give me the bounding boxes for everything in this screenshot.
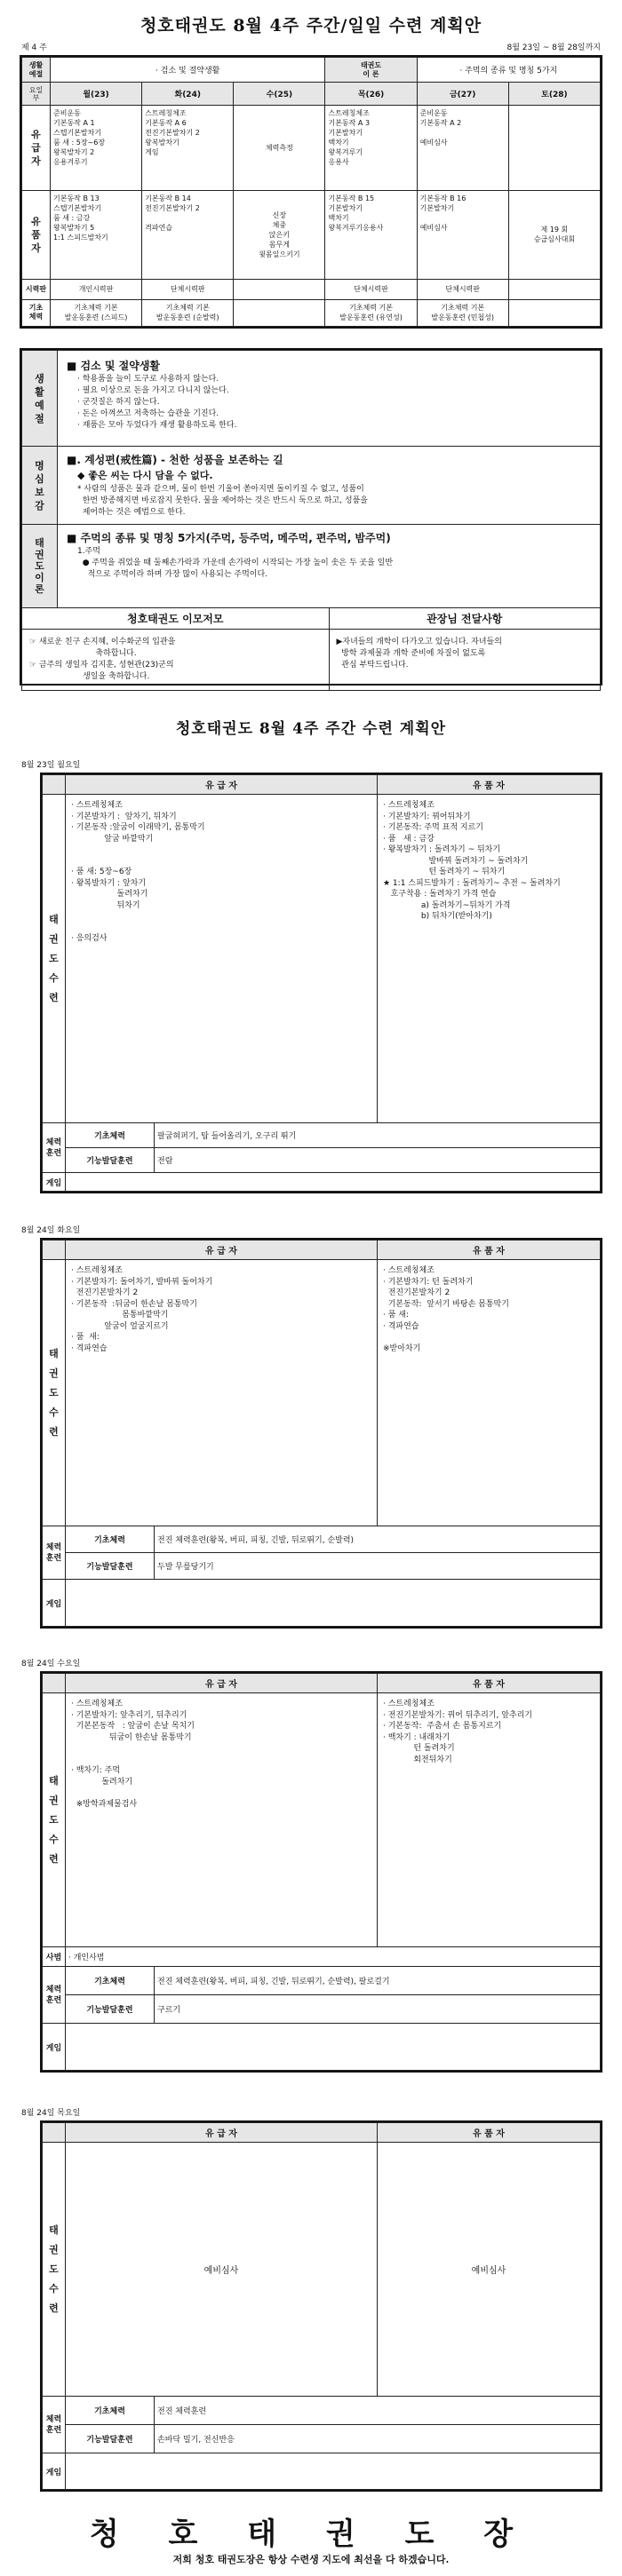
text-line [71,1755,371,1766]
ability-cell: 단체시력판 [417,279,508,299]
text-line: 기초체력 기본 [441,304,485,313]
plan-day-table [40,1238,602,1629]
mind-heading: ■. 계성편(戒性篇) - 천한 성품을 보존하는 길 [67,454,283,466]
fitness-a: 팔굽혀퍼기, 탑 들어올리기, 오구리 뛰기 [155,1123,601,1148]
right-plan [378,1260,601,1526]
text-line: 기본동작 B 14 [145,194,191,202]
text-line: · 군것질은 하지 않는다. [77,398,160,407]
col-right-header: 유 품 자 [378,1674,601,1693]
game-label: 게임 [43,2024,66,2071]
text-line: · 기본동작: 주춤서 손 몸통지르기 [383,1722,502,1731]
eval-label: 사범 [43,1947,66,1967]
text-line: 전진기본발차기 2 [383,1288,451,1297]
text-line: 몸통바깥막기 [71,1311,169,1320]
ability-cell: 개인시력판 [51,279,142,299]
text-line: 기본발차기 [328,129,363,138]
text-line: · 왕복발차기 : 돌려차기 ~ 뒤차기 [383,845,501,854]
table-row [22,279,601,299]
table-row [22,190,601,279]
left-plan [66,795,378,1123]
text-line: 발운동훈련 (스피드) [64,313,128,322]
text-line: 1:1 스피드발차기 [53,233,108,242]
text-line: 기초체력 기본 [165,304,210,313]
col-left-header: 유 급 자 [66,1674,378,1693]
text-line: 발바꿔 돌려차기 ~ 돌려차기 [383,856,529,866]
table-row [22,106,601,191]
main-label: 태 권 도 수 련 [43,1260,66,1526]
yoil-label: 요일 부 [22,83,51,106]
text-line: · 기본동작 :뒤굽이 한손날 몸통막기 [71,1299,197,1309]
theory-heading: ■ 주먹의 종류 및 명칭 5가지(주먹, 등주먹, 메주먹, 편주먹, 밤주먹) [67,532,391,544]
ability-cell: 단체시력판 [142,279,234,299]
right-plan [378,1693,601,1947]
week-number: 제 4 주 [21,44,47,52]
text-line: 기본발차기 [419,203,455,212]
plan-day-date: 8월 24일 화요일 [21,1226,81,1235]
text-line: 적으로 주먹이라 하며 가장 많이 사용되는 주먹이다. [77,570,268,579]
right-plan [378,795,601,1123]
text-line: 제 19 회 [540,226,569,234]
schedule-cell [508,106,600,191]
fitness-row-b: 기능발달훈련 [66,1148,155,1173]
text-line: 전진기본발차기 2 [145,129,200,138]
text-line: 회전뒤차기 [383,1755,452,1764]
text-line: · 기본발차기: 턴 돌려차기 [383,1277,474,1287]
text-line: · 품 새: 5장~6장 [71,868,132,876]
text-line: 호구착용 : 돌려차기 가격 연습 [383,890,497,899]
text-line: 돌려차기 [71,890,148,899]
life-heading: ■ 검소 및 절약생활 [67,360,161,372]
text-line: · 왕복발차기 : 앞차기 [71,878,147,888]
text-line: ▶자녀들의 개학이 다가오고 있습니다. 자녀들의 [336,638,502,646]
text-line: · 기본발차기 : 앞차기, 뒤차기 [71,812,177,821]
text-line: 체중 [272,220,287,229]
text-line: 발운동훈련 (유연성) [339,313,403,322]
text-line: · 스트레칭체조 [71,1266,123,1275]
plan-title: 청호태권도 8월 4주 주간 수련 계획안 [175,720,447,738]
text-line: 앉은키 [268,230,290,239]
col-right-header: 유 품 자 [378,2123,601,2143]
section-label-mind: 명 심 보 감 [22,447,58,525]
col-right-header: 유 품 자 [378,775,601,795]
day-header: 목(26) [325,83,417,106]
text-line: 체력측정 [265,144,293,153]
ability-label: 시력판 [22,279,51,299]
footer-name: 청 호 태 권 도 장 [89,2517,533,2552]
footer-slogan: 저희 청호 태권도장은 항상 수련생 지도에 최선을 다 하겠습니다. [172,2554,450,2565]
text-line: · 학용품을 늘이 도구로 사용하지 않는다. [77,375,219,384]
col-right-header: 유 품 자 [378,1240,601,1260]
text-line: 왕복겨루기 [328,148,363,157]
text-line: a) 돌려차기~뒤차기 가격 [383,900,511,910]
notice-left-lines [29,637,322,683]
text-line: 전진기본발차기 2 [145,203,200,212]
text-line: 뒤차기 [71,900,140,910]
fitness-label: 체력 훈련 [43,1123,66,1173]
plan-day-table [40,1671,602,2073]
text-line: 신장 [272,210,287,219]
left-plan [66,1693,378,1947]
text-line: · 스트레칭체조 [71,801,123,810]
game-label: 게임 [43,1580,66,1627]
text-line: 방학 과제물과 개학 준비에 차질이 없도록 [336,649,486,658]
day-header: 월(23) [51,83,142,106]
education-sections [20,348,602,686]
fitness-row-a: 기초체력 [66,1526,155,1553]
life-text: · 검소 및 절약생활 [51,58,325,83]
main-label: 태 권 도 수 련 [43,1693,66,1947]
text-line: 한번 방종해지면 바로잡지 못한다. 물을 제어하는 것은 반드시 둑으로 하고, 성품을 [77,496,368,505]
text-line: · 백차기 : 내래차기 [383,1732,451,1742]
text-line: 격파연습 [145,223,173,232]
text-line: * 사람의 성품은 물과 같으며, 물이 한번 기울어 쏟아지면 돌이키질 수 없고, 성품이 [77,485,364,494]
fitness-label: 체력 훈련 [43,1526,66,1580]
text-line: · 기본동작 :앞굽이 이래막기, 몸통막기 [71,823,205,832]
table-row [22,299,601,326]
text-line: 전진기본발차기 2 [71,1288,139,1297]
life-section [58,351,601,447]
text-line: 기본동작 B 16 [419,194,466,202]
text-line [383,1332,594,1343]
fitness-cell [417,299,508,326]
text-line: 게임 [145,148,159,157]
text-line: 몸무게 [268,240,290,249]
fitness-cell [325,299,417,326]
text-line [71,923,371,934]
col-left-header: 유 급 자 [66,775,378,795]
theory-text: · 주먹의 종류 및 명칭 5가지 [417,58,600,83]
schedule-cell [142,190,234,279]
left-plan: 예비심사 [66,2143,378,2397]
notice-left [22,630,330,691]
text-line: · 스트레칭체조 [71,1700,123,1708]
text-line: 턴 돌려차기 [383,1744,455,1753]
text-line [420,128,506,138]
schedule-cell [325,106,417,191]
text-line: 턴 돌려차기 ~ 뒤차기 [383,868,506,876]
text-line: · 품 새 : 금강 [383,834,435,844]
schedule-cell [234,190,325,279]
fitness-cell [508,299,600,326]
game-label: 게임 [43,1173,66,1192]
text-line: 기본동작 A 6 [145,119,187,128]
fitness-b: 두발 무릎당기기 [155,1553,601,1580]
text-line: 제어하는 것은 예법으로 한다. [77,508,186,517]
text-line: 백차기 [328,139,349,147]
fitness-a: 전진 체력훈련(왕복, 버피, 피칭, 긴발, 뒤로뛰기, 순발력) [155,1526,601,1553]
text-line: · 기본발차기: 앞추리기, 뒤추리기 [71,1710,187,1720]
plan-day-table [40,2120,602,2492]
fitness-row-b: 기능발달훈련 [66,2425,155,2453]
text-line: 축하합니다. [29,649,137,658]
text-line: 생일을 축하합니다. [29,672,150,681]
game-label: 게임 [43,2453,66,2490]
fitness-row-a: 기초체력 [66,1967,155,1995]
day-header: 화(24) [142,83,234,106]
text-line: 기본동작 A 2 [419,119,462,128]
text-line: ☞ 새로운 친구 손지혜, 이수화군의 입관을 [29,638,176,646]
text-line: · 기본동작: 주먹 표적 지르기 [383,823,483,832]
page-title: 청호태권도 8월 4주 주간/일일 수련 계획안 [140,16,482,36]
fitness-a: 전진 체력훈련 [155,2397,601,2425]
plan-day-table [40,773,602,1193]
text-line: · 필요 이상으로 돈을 가지고 다니지 않는다. [77,386,229,395]
text-line [71,856,371,868]
text-line: 품 새 : 5장~6장 [53,139,106,147]
weekly-schedule-table [20,55,602,329]
text-line: 준비운동 [419,109,448,118]
text-line: 준비운동 [53,109,81,118]
fitness-label: 체력 훈련 [43,1967,66,2024]
text-line: 기본동작: 앞서기 바탕손 몸통막기 [383,1299,509,1309]
ability-cell [508,279,600,299]
text-line: 백차기 [328,213,349,222]
fitness-b: 전람 [155,1148,601,1173]
mind-subheading: ◆ 좋은 씨는 다시 담을 수 없다. [77,470,213,481]
life-lines [67,374,591,432]
text-line: 왕복겨루기응용사 [328,223,384,232]
game-cell [66,2453,601,2490]
text-line [420,213,506,223]
text-line: ● 주먹을 쥐었을 때 둘째손가락과 가운데 손가락이 시작되는 가장 높이 솟은 두 곳을 일반 [77,559,394,567]
text-line: · 스트레칭체조 [383,1266,435,1275]
fitness-b: 손바닥 밀기, 전신반응 [155,2425,601,2453]
mind-lines [67,484,591,519]
text-line: 응용사 [328,158,349,167]
text-line: 기본동작 A 1 [53,119,95,128]
row-label: 유 급 자 [22,106,51,191]
text-line: · 전진기본발차기: 꿔어 뒤추리기, 앞추리기 [383,1710,532,1720]
text-line: 스트레칭체조 [328,109,370,118]
text-line: · 재품은 모아 두었다가 재생 활용하도록 한다. [77,421,237,430]
schedule-cell [417,106,508,191]
row-label: 유 품 자 [22,190,51,279]
text-line: 기본동작 A 3 [328,119,371,128]
right-plan: 예비심사 [378,2143,601,2397]
text-line: 스트레칭체조 [145,109,187,118]
plan-day-date: 8월 23일 월요일 [21,761,81,770]
text-line: · 품 새: [71,1333,100,1342]
text-line: · 스트레칭체조 [383,1700,435,1708]
notice-right-lines [337,637,594,671]
theory-lines [67,546,591,581]
eval-cell: · 개인사범 [66,1947,601,1967]
period: 8월 23일 ~ 8월 28일까지 [506,44,601,52]
text-line: 기본동작 B 15 [328,194,375,202]
text-line: 기본발차기 [328,203,363,212]
text-line: 발운동훈련 (민첩성) [431,313,494,322]
text-line: ※방학과제물검사 [71,1799,138,1809]
left-plan [66,1260,378,1526]
text-line: · 스트레칭체조 [383,801,435,810]
text-line: 앞굽 바깥막기 [71,834,154,844]
fitness-row-b: 기능발달훈련 [66,1553,155,1580]
text-line: 기본본동작 : 앞굽이 손날 목치기 [71,1722,195,1731]
ability-cell: 단체시력판 [325,279,417,299]
text-line: 기본동작 B 13 [53,194,100,202]
notice-left-heading: 청호태권도 이모저모 [22,608,330,630]
day-header: 금(27) [417,83,508,106]
text-line: 스텝기본발차기 [53,203,102,212]
text-line: 돌려차기 [71,1777,133,1787]
plan-day-date: 8월 24일 수요일 [21,1660,81,1668]
theory-section [58,525,601,608]
text-line: 품 새 : 금강 [53,213,91,222]
text-line: ☞ 금주의 생일자 김지훈, 성현관(23)군의 [29,661,174,670]
text-line: 기초체력 기본 [74,304,118,313]
plan-day-date: 8월 24일 목요일 [21,2109,81,2118]
main-label: 태 권 도 수 련 [43,2143,66,2397]
text-line: · 기본발차기: 꿔어뒤차기 [383,812,471,821]
game-cell [66,1580,601,1627]
text-line: 예비심사 [419,223,448,232]
day-header: 토(28) [508,83,600,106]
text-line [71,1787,371,1799]
section-label-theory: 태 권 도 이 론 [22,525,58,608]
fitness-a: 전진 체력훈련(왕복, 버피, 피칭, 긴발, 뒤로뛰기, 순발력), 팔로걸기 [155,1967,601,1995]
fitness-label: 체력 훈련 [43,2397,66,2453]
text-line: 응용겨루기 [53,158,88,167]
text-line: 윗몸일으키기 [259,250,300,258]
schedule-cell [325,190,417,279]
day-header: 수(25) [234,83,325,106]
text-line [71,911,371,923]
text-line: 예비심사 [419,139,448,147]
schedule-cell [417,190,508,279]
text-line: 왕복발차기 2 [53,148,95,157]
text-line: · 응의검사 [71,934,108,943]
fitness-cell [142,299,234,326]
schedule-cell [234,106,325,191]
fitness-row-a: 기초체력 [66,2397,155,2425]
schedule-cell [51,106,142,191]
theory-label: 태권도 이 론 [325,58,417,83]
col-left-header: 유 급 자 [66,1240,378,1260]
text-line: 뒤굽이 한손날 몸통막기 [71,1732,192,1742]
game-cell [66,1173,601,1192]
text-line [71,844,371,856]
text-line: · 격파연습 [383,1321,419,1331]
text-line: 왕복발차기 5 [53,223,95,232]
section-label-life: 생 활 예 절 [22,351,58,447]
text-line [145,213,230,223]
fitness-label: 기초 체력 [22,299,51,326]
text-line: · 품 새: [383,1311,410,1320]
text-line: ★ 1:1 스피드발차기 : 돌려차기~ 추전 ~ 돌려차기 [383,878,561,888]
text-line: · 백차기: 주먹 [71,1766,121,1775]
text-line: · 격파연습 [71,1343,108,1353]
fitness-row-b: 기능발달훈련 [66,1995,155,2024]
text-line: 앞굽이 얼굴지르기 [71,1321,169,1331]
text-line: 승급심사대회 [533,235,576,244]
text-line: · 기본발차기: 돌어차기, 발바꿔 돌어차기 [71,1277,213,1287]
text-line: 스텝기본발차기 [53,129,102,138]
schedule-cell [508,190,600,279]
life-label: 생활 예절 [22,58,51,83]
schedule-cell [51,190,142,279]
mind-section [58,447,601,525]
text-line: 발운동훈련 (순발력) [156,313,219,322]
fitness-cell [234,299,325,326]
text-line: 기초체력 기본 [349,304,393,313]
text-line: 관심 부탁드립니다. [336,661,409,670]
fitness-cell [51,299,142,326]
text-line: 왕복발차기 [145,139,179,147]
col-left-header: 유 급 자 [66,2123,378,2143]
text-line: ※받아차기 [383,1343,421,1353]
ability-cell [234,279,325,299]
fitness-row-a: 기초체력 [66,1123,155,1148]
text-line: b) 뒤차기(받아차기) [383,912,492,921]
game-cell [66,2024,601,2071]
schedule-cell [142,106,234,191]
main-label: 태 권 도 수 련 [43,795,66,1123]
notice-right-heading: 관장님 전달사항 [329,608,601,630]
text-line: · 돈은 아껴쓰고 저축하는 습관을 기진다. [77,409,219,418]
text-line [71,1743,371,1755]
notice-right [329,630,601,691]
text-line: 1.주먹 [77,547,100,556]
fitness-b: 구르기 [155,1995,601,2024]
